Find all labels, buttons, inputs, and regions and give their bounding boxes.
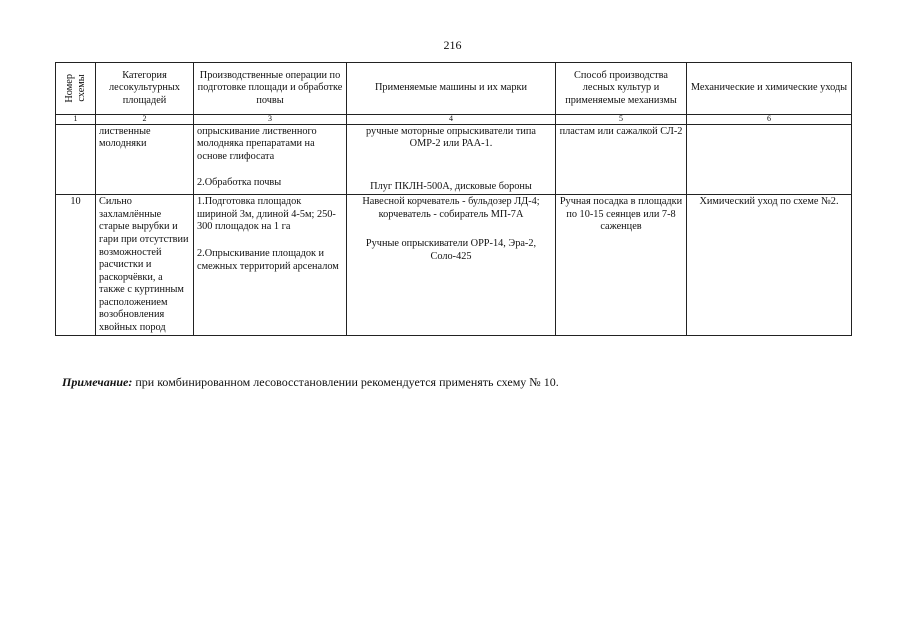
cell-machines: Навесной корчеватель - бульдозер ЛД-4; корчеватель - собиратель МП-7А Ручные опрыскиватели ОРР-14, Эра-2, Соло-425 <box>347 195 556 336</box>
column-number: 5 <box>556 115 687 125</box>
cell-operations: 1.Подготовка площадок шириной 3м, длиной 4-5м; 250-300 площадок на 1 га 2.Опрыскивание площадок и смежных территорий арсеналом <box>194 195 347 336</box>
cell-category: лиственные молодняки <box>96 124 194 195</box>
cell-operations: опрыскивание лиственного молодняка препаратами на основе глифосата 2.Обработка почвы <box>194 124 347 195</box>
header-method: Способ производства лесных культур и применяемые механизмы <box>556 63 687 115</box>
column-number: 4 <box>347 115 556 125</box>
table-note <box>62 375 559 390</box>
header-care: Механические и химические уходы <box>687 63 852 115</box>
table-header-row <box>56 63 852 115</box>
header-operations: Производственные операции по подготовке площади и обработке почвы <box>194 63 347 115</box>
page-number: 216 <box>443 38 462 52</box>
header-machines: Применяемые машины и их марки <box>347 63 556 115</box>
note-label: Примечание: <box>62 375 133 389</box>
forest-culture-table <box>55 62 852 336</box>
note-text: при комбинированном лесовосстановлении рекомендуется применять схему № 10. <box>132 375 559 389</box>
cell-method: Ручная посадка в площадки по 10-15 сеянцев или 7-8 саженцев <box>556 195 687 336</box>
cell-category: Сильно захламлённые старые вырубки и гари при отсутствии возможностей расчистки и раскорчёвки, а также с куртинным расположением возобновления хвойных пород <box>96 195 194 336</box>
cell-method: пластам или сажалкой СЛ-2 <box>556 124 687 195</box>
table-row <box>56 195 852 336</box>
table-row <box>56 124 852 195</box>
cell-care: Химический уход по схеме №2. <box>687 195 852 336</box>
header-category: Категория лесокультурных площадей <box>96 63 194 115</box>
cell-machines: ручные моторные опрыскиватели типа ОМР-2 или РАА-1. Плуг ПКЛН-500А, дисковые бороны <box>347 124 556 195</box>
column-number-row <box>56 115 852 125</box>
column-number: 6 <box>687 115 852 125</box>
header-scheme-number: Номер схемы <box>56 63 96 115</box>
column-number: 1 <box>56 115 96 125</box>
cell-scheme-number <box>56 124 96 195</box>
column-number: 3 <box>194 115 347 125</box>
cell-care <box>687 124 852 195</box>
column-number: 2 <box>96 115 194 125</box>
cell-scheme-number: 10 <box>56 195 96 336</box>
